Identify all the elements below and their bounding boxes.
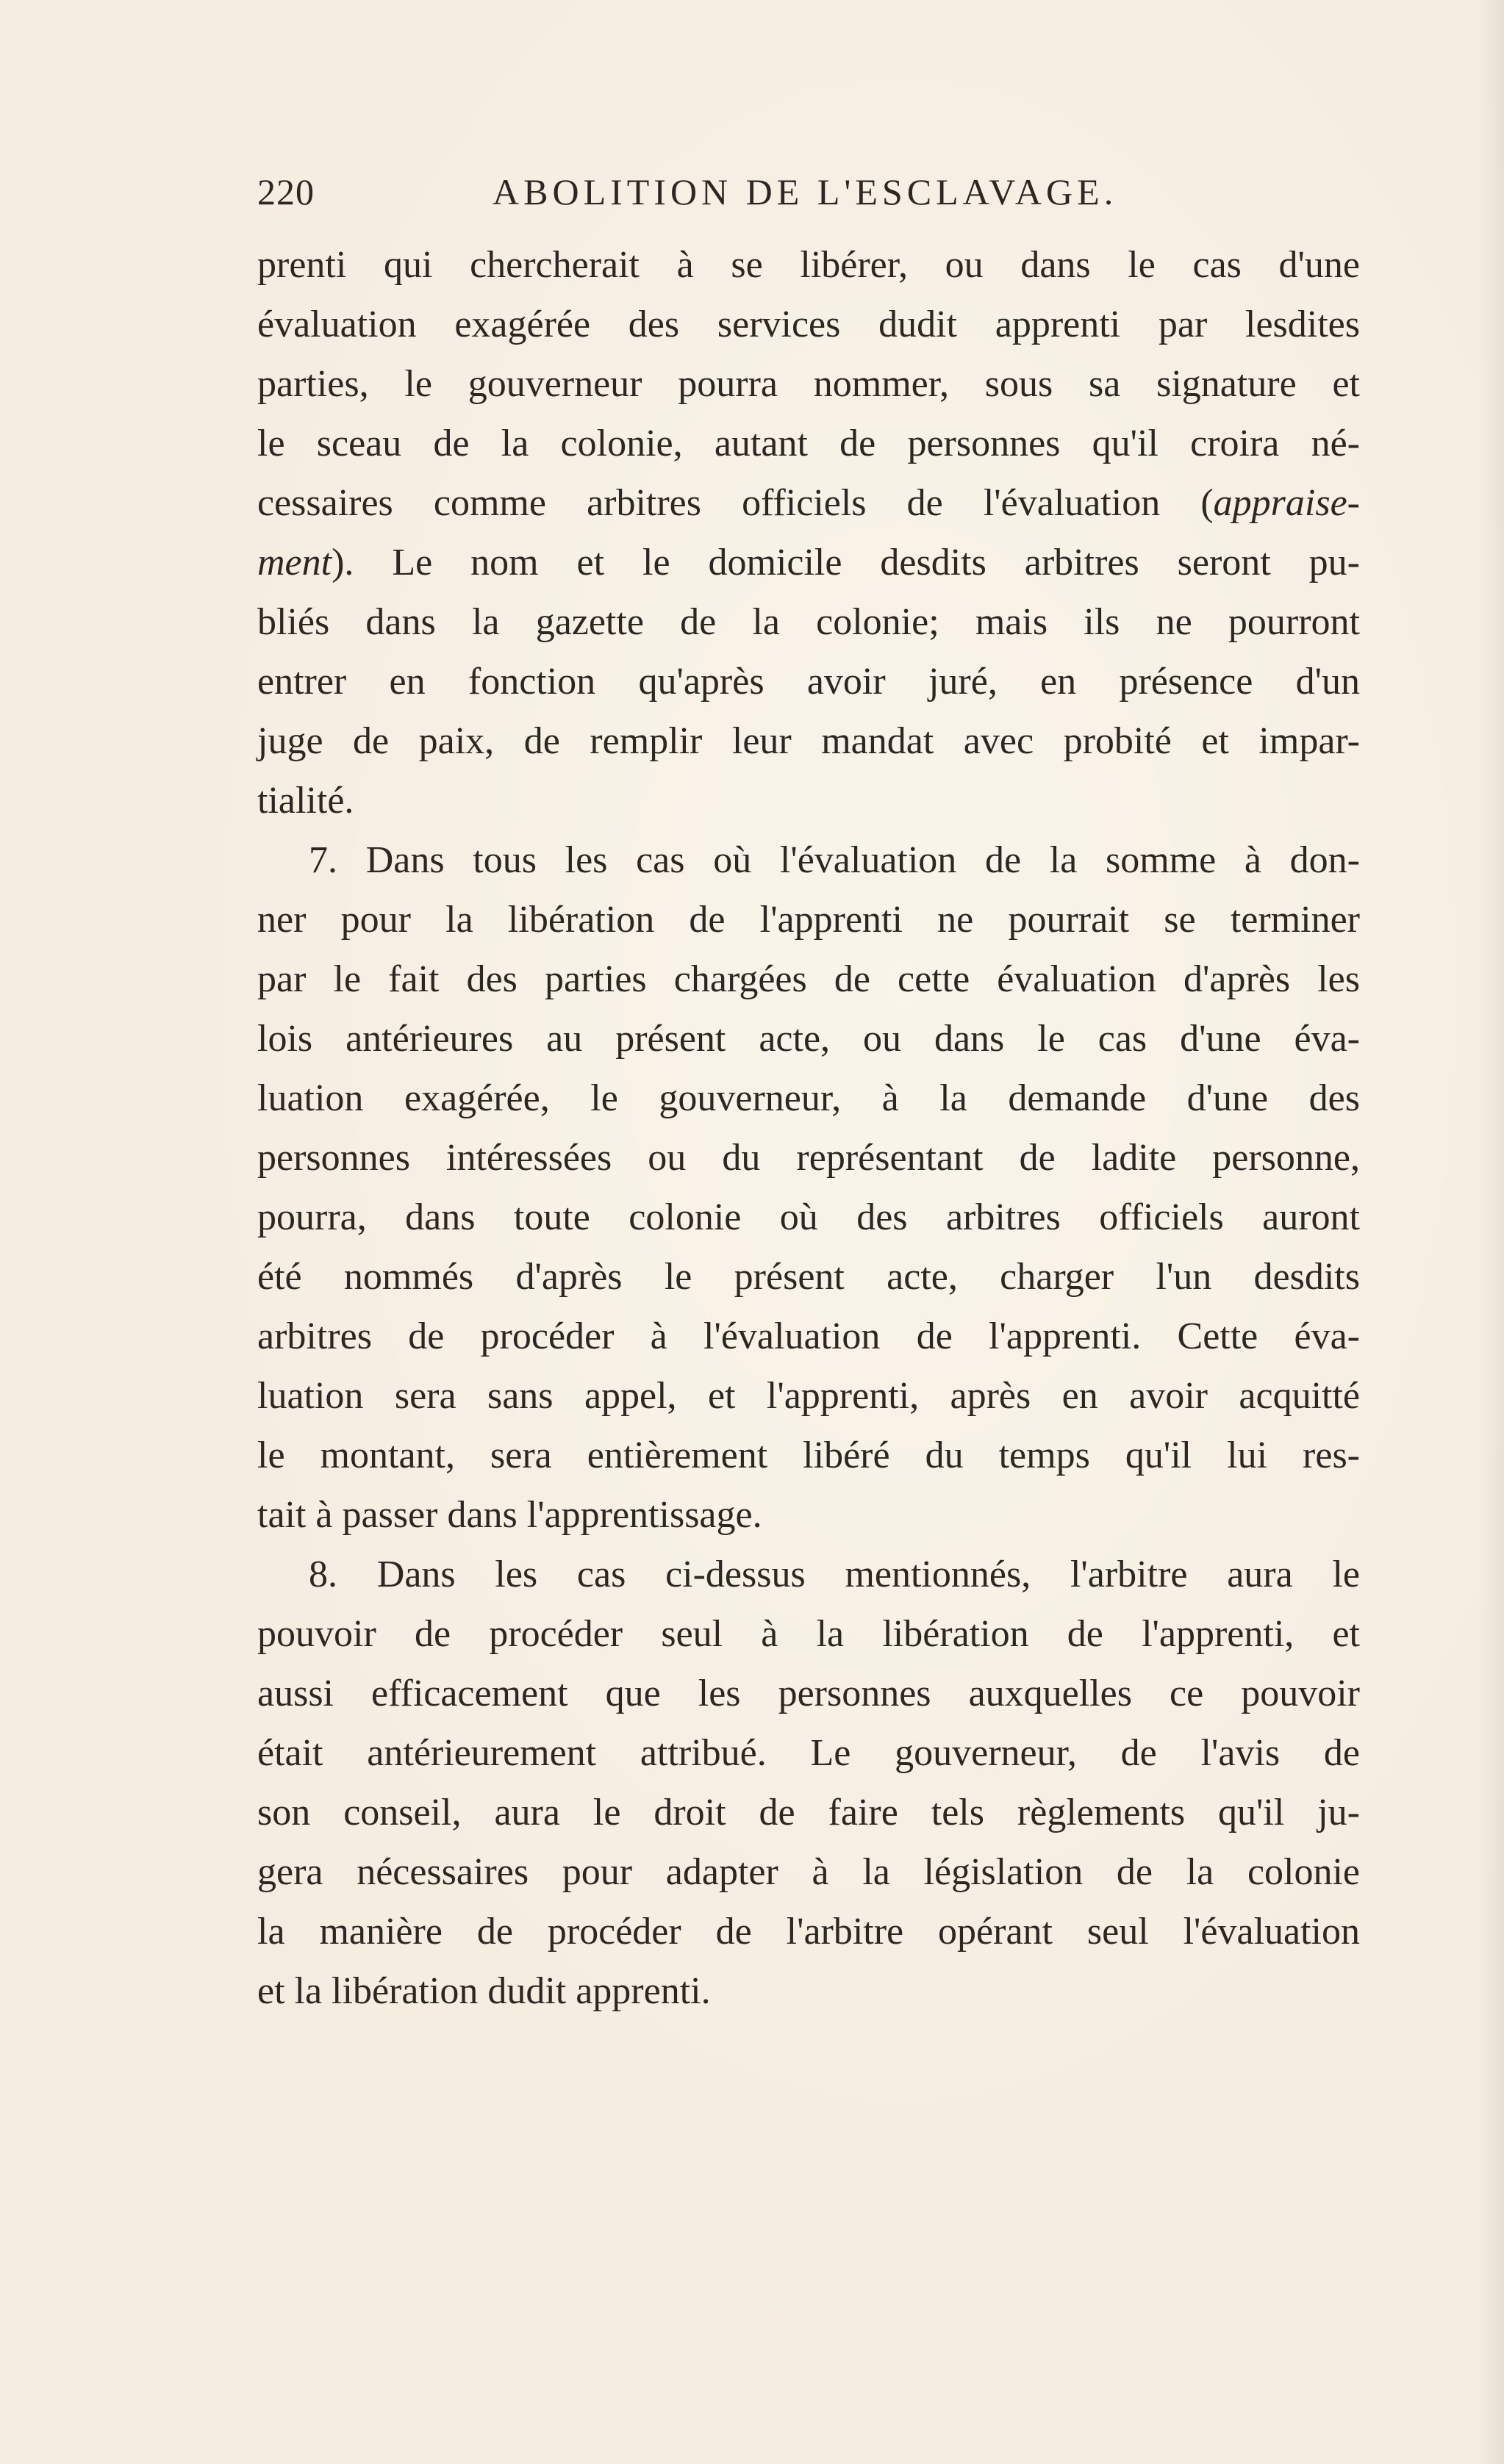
text-segment: ). Le nom et le domicile desdits arbitres seront pu- [332,542,1360,583]
text-line [257,1128,1360,1188]
text-line [257,1664,1360,1723]
text-segment: était antérieurement attribué. Le gouverneur, de l'avis de [257,1732,1360,1774]
text-line [257,1366,1360,1426]
text-line [257,1783,1360,1842]
text-segment: la manière de procéder de l'arbitre opérant seul l'évaluation [257,1911,1360,1953]
text-line [257,1723,1360,1783]
text-line [257,949,1360,1009]
text-line [257,652,1360,711]
text-segment: gera nécessaires pour adapter à la législation de la colonie [257,1851,1360,1893]
text-segment: tait à passer dans l'apprentissage. [257,1494,762,1536]
text-line [257,1188,1360,1247]
text-segment: pouvoir de procéder seul à la libération de l'apprenti, et [257,1613,1360,1655]
section-7-start [257,830,1360,890]
text-line [257,1009,1360,1068]
text-segment: luation exagérée, le gouverneur, à la demande d'une des [257,1077,1360,1119]
text-line [257,711,1360,771]
text-segment: luation sera sans appel, et l'apprenti, après en avoir acquitté [257,1375,1360,1417]
text-segment: aussi efficacement que les personnes auxquelles ce pouvoir [257,1673,1360,1714]
text-line [257,354,1360,414]
text-segment: lois antérieures au présent acte, ou dans le cas d'une éva- [257,1018,1360,1060]
text-segment: par le fait des parties chargées de cette évaluation d'après les [257,958,1360,1000]
text-segment: juge de paix, de remplir leur mandat avec probité et impar- [257,720,1360,762]
text-line [257,771,1360,830]
text-line [257,1961,1360,2021]
text-line [257,235,1360,295]
text-line [257,1485,1360,1545]
page-edge-shadow [1479,0,1504,2464]
text-segment: personnes intéressées ou du représentant de ladite personne, [257,1137,1360,1179]
page-number: 220 [257,171,315,212]
text-line [257,533,1360,592]
text-segment: ner pour la libération de l'apprenti ne pourrait se terminer [257,899,1360,941]
text-segment: le montant, sera entièrement libéré du temps qu'il lui res- [257,1434,1360,1476]
text-line [257,1068,1360,1128]
text-segment: tialité. [257,780,354,822]
text-segment: bliés dans la gazette de la colonie; mais ils ne pourront [257,601,1360,643]
text-line [257,1902,1360,1961]
body-text [257,235,1360,2021]
italic-term: ment [257,542,332,583]
text-line [257,295,1360,354]
text-line [257,890,1360,949]
text-segment: été nommés d'après le présent acte, charger l'un desdits [257,1256,1360,1298]
text-segment: 8. Dans les cas ci-dessus mentionnés, l'arbitre aura le [309,1554,1360,1595]
text-line [257,592,1360,652]
text-line [257,1247,1360,1307]
text-line [257,1604,1360,1664]
text-segment: entrer en fonction qu'après avoir juré, en présence d'un [257,661,1360,703]
text-line [257,473,1360,533]
text-segment: et la libération dudit apprenti. [257,1970,711,2012]
text-line [257,1307,1360,1366]
italic-term: appraise- [1213,482,1360,524]
text-line [257,414,1360,473]
text-segment: prenti qui chercherait à se libérer, ou dans le cas d'une [257,244,1360,286]
text-segment: pourra, dans toute colonie où des arbitres officiels auront [257,1196,1360,1238]
text-segment: évaluation exagérée des services dudit apprenti par lesdites [257,303,1360,345]
text-segment: parties, le gouverneur pourra nommer, sous sa signature et [257,363,1360,405]
text-line [257,1842,1360,1902]
section-8-start [257,1545,1360,1604]
running-head [257,170,1132,222]
text-segment: cessaires comme arbitres officiels de l'évaluation ( [257,482,1214,524]
text-segment: son conseil, aura le droit de faire tels règlements qu'il ju- [257,1792,1360,1833]
text-segment: arbitres de procéder à l'évaluation de l'apprenti. Cette éva- [257,1315,1360,1357]
text-line [257,1426,1360,1485]
text-segment: 7. Dans tous les cas où l'évaluation de la somme à don- [309,839,1360,881]
running-title: ABOLITION DE L'ESCLAVAGE. [493,171,1118,212]
text-segment: le sceau de la colonie, autant de personnes qu'il croira né- [257,423,1360,464]
